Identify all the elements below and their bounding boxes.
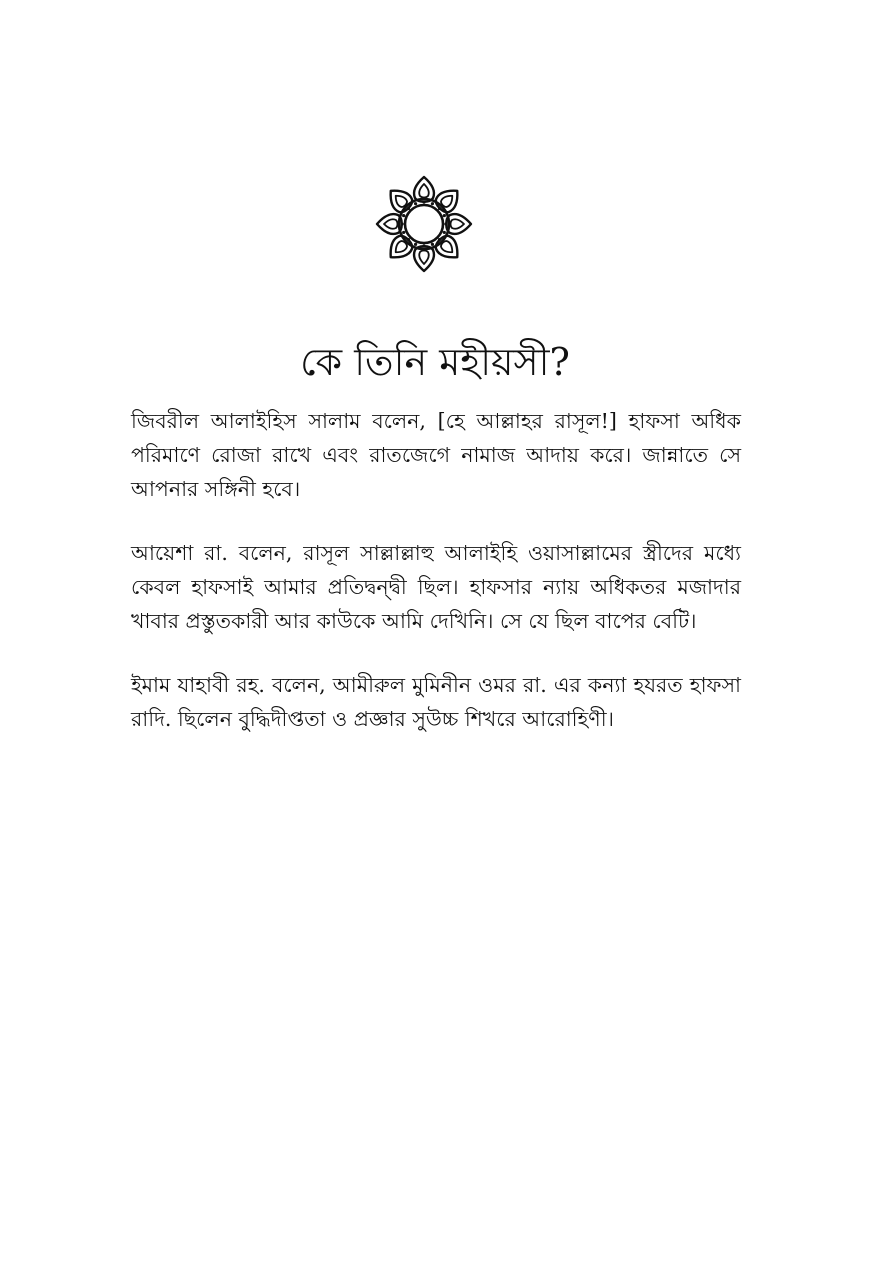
- lotus-mandala-icon: [374, 174, 474, 274]
- paragraph-1: জিবরীল আলাইহিস সালাম বলেন, [হে আল্লাহর রাসূল!] হাফসা অধিক পরিমাণে রোজা রাখে এবং রাতজেগে নামাজ আদায় করে। জান্নাতে সে আপনার সঙ্গিনী হবে।: [131, 409, 741, 501]
- page-title: কে তিনি মহীয়সী?: [300, 340, 570, 384]
- ornament-bead: [402, 214, 405, 217]
- ornament-bead: [414, 243, 417, 246]
- ornament-bead: [400, 222, 403, 225]
- ornament-bead: [422, 200, 425, 203]
- ornament-bead: [438, 207, 441, 210]
- body-text: [131, 404, 741, 766]
- ornament-bead: [414, 202, 417, 205]
- ornament-bead: [431, 243, 434, 246]
- ornament-bead: [402, 231, 405, 234]
- ornament-bead: [443, 214, 446, 217]
- ornament-bead: [407, 238, 410, 241]
- paragraph-3: ইমাম যাহাবী রহ. বলেন, আমীরুল মুমিনীন ওমর রা. এর কন্যা হযরত হাফসা রাদি. ছিলেন বুদ্ধিদীপ্ততা ও প্রজ্ঞার সুউচ্চ শিখরে আরোহিণী।: [131, 673, 741, 731]
- ornament-bead: [443, 231, 446, 234]
- ornament-bead: [444, 222, 447, 225]
- ornament-bead: [431, 202, 434, 205]
- ornament-bead: [438, 238, 441, 241]
- paragraph-2: আয়েশা রা. বলেন, রাসূল সাল্লাল্লাহু আলাইহি ওয়াসাল্লামের স্ত্রীদের মধ্যে কেবল হাফসাই আমার প্রতিদ্বন্দ্বী ছিল। হাফসার ন্যায় অধিকতর মজাদার খাবার প্রস্তুতকারী আর কাউকে আমি দেখিনি। সে যে ছিল বাপের বেটি।: [131, 541, 741, 633]
- ornament-bead: [407, 207, 410, 210]
- ornament-bead: [422, 244, 425, 247]
